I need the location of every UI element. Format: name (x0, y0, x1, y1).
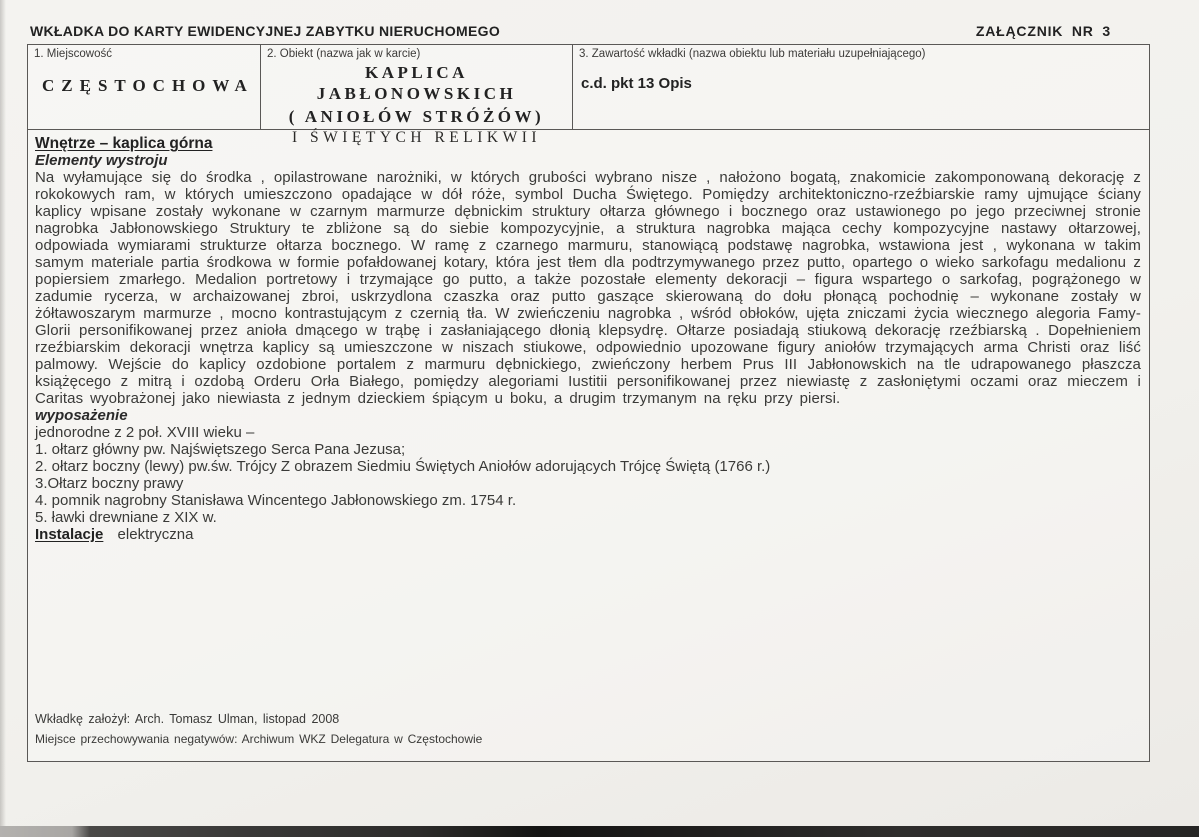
page-title: WKŁADKA DO KARTY EWIDENCYJNEJ ZABYTKU NIERUCHOMEGO (30, 23, 501, 39)
object-name-line1: KAPLICA JABŁONOWSKICH (316, 63, 517, 103)
object-name-line3: I ŚWIĘTYCH RELIKWII (291, 129, 542, 146)
record-footer (35, 711, 482, 748)
field-locality (28, 45, 261, 129)
footer-archive-line: Miejsce przechowywania negatywów: Archiwum WKZ Delegatura w Częstochowie (35, 732, 483, 746)
object-name-line2: ( ANIOŁÓW STRÓŻÓW) (288, 107, 545, 126)
elements-subheading: Elementy wystroju (35, 152, 168, 169)
scan-left-shadow (0, 0, 6, 837)
footer-author-line: Wkładkę założył: Arch. Tomasz Ulman, listopad 2008 (35, 712, 340, 726)
equipment-item-5: 5. ławki drewniane z XIX w. (35, 509, 217, 526)
installations-line (35, 526, 1141, 543)
description-paragraph: Na wyłamujące się do środka , opilastrowane narożniki, w których grubości wybrano nisze , nałożono bogatą, znakomicie zakomponowaną dekorację z rokokowych ram, w których umieszczono opadające w dół róże, symbol Ducha Świętego. Pomiędzy architektoniczno-rzeźbiarskie ramy ujmujące ściany kaplicy wpisane zostały wykonane w czarnym marmurze dębnickim struktury ołtarza głównego i bocznego oraz ustawionego po jego przeciwnej stronie nagrobka Jabłonowskiego Struktury te zbliżone są do siebie kompozycyjnie, a struktura nagrobka mająca cechy kompozycyjne nastawy ołtarzowej, odpowiada wymiarami strukturze ołtarza bocznego. W ramę z czarnego marmuru, stanowiącą podstawę nagrobka, wstawiona jest , wykonana w takim samym materiale partia środkowa w formie pofałdowanej kotary, która jest tłem dla podtrzymywanego przez putto, opartego o wieko sarkofagu medalionu z popiersiem zmarłego. Medalion portretowy i trzymające go putto, a także pozostałe elementy dekoracji – figura wspartego o sarkofag, pogrążonego w zadumie rycerza, w archaizowanej zbroi, uskrzydlona czaszka oraz putto gaszące skierowaną do dołu płonącą pochodnię – wykonane zostały w żółtawoszarym marmurze , mocno kontrastującym z czernią tła. W zwieńczeniu nagrobka , wśród obłoków, ujęta zniczami życia wiecznego alegoria Famy-Glorii personifikowanej przez anioła dmącego w trąbę i zasłaniającego dłonią klepsydrę. Ołtarze posiadają stiukową dekorację rzeźbiarską . Dopełnieniem rzeźbiarskim dekoracji wnętrza kaplicy są umieszczone w niszach stiukowe, odpowiednio upozowane figury aniołów trzymających arma Christi oraz liść palmowy. Wejście do kaplicy ozdobione portalem z marmuru dębnickiego, zwieńczony herbem Prus III Jabłonowskich na tle udrapowanego płaszcza książęcego z mitrą i ozdobą Orderu Orła Białego, pomiędzy alegoriami Iustitii personifikowanej przez niewiastę z zasłoniętymi oczami oraz mieczem i Caritas wyobrażonej jako niewiasta z jednym dzieckiem śpiącym u boku, a drugim trzymanym na ręku przy piersi. (35, 169, 1141, 407)
document-header-row (30, 23, 1111, 39)
equipment-item-2: 2. ołtarz boczny (lewy) pw.św. Trójcy Z obrazem Siedmiu Świętych Aniołów adorujących Trójcę Świętą (1766 r.) (35, 458, 771, 475)
scanner-edge (0, 826, 1199, 837)
equipment-item-4: 4. pomnik nagrobny Stanisława Wincentego Jabłonowskiego zm. 1754 r. (35, 492, 517, 509)
equipment-intro: jednorodne z 2 poł. XVIII wieku – (35, 424, 255, 441)
field-contents-label: 3. Zawartość wkładki (nazwa obiektu lub materiału uzupełniającego) (579, 48, 926, 60)
field-contents-value: c.d. pkt 13 Opis (581, 75, 692, 92)
equipment-item-3: 3.Ołtarz boczny prawy (35, 475, 184, 492)
field-locality-value: CZĘSTOCHOWA (42, 76, 254, 95)
field-contents (573, 45, 1149, 129)
equipment-item-1: 1. ołtarz główny pw. Najświętszego Serca Pana Jezusa; (35, 441, 406, 458)
installations-value: elektryczna (117, 526, 194, 543)
field-object (261, 45, 573, 146)
equipment-subheading: wyposażenie (35, 407, 128, 424)
installations-label: Instalacje (35, 526, 104, 543)
field-locality-label: 1. Miejscowość (34, 48, 112, 60)
section-heading: Wnętrze – kaplica górna (35, 135, 213, 152)
record-card-frame (27, 44, 1150, 762)
description-body (28, 130, 1149, 762)
attachment-number: ZAŁĄCZNIK NR 3 (975, 23, 1111, 39)
field-object-label: 2. Obiekt (nazwa jak w karcie) (267, 48, 421, 60)
